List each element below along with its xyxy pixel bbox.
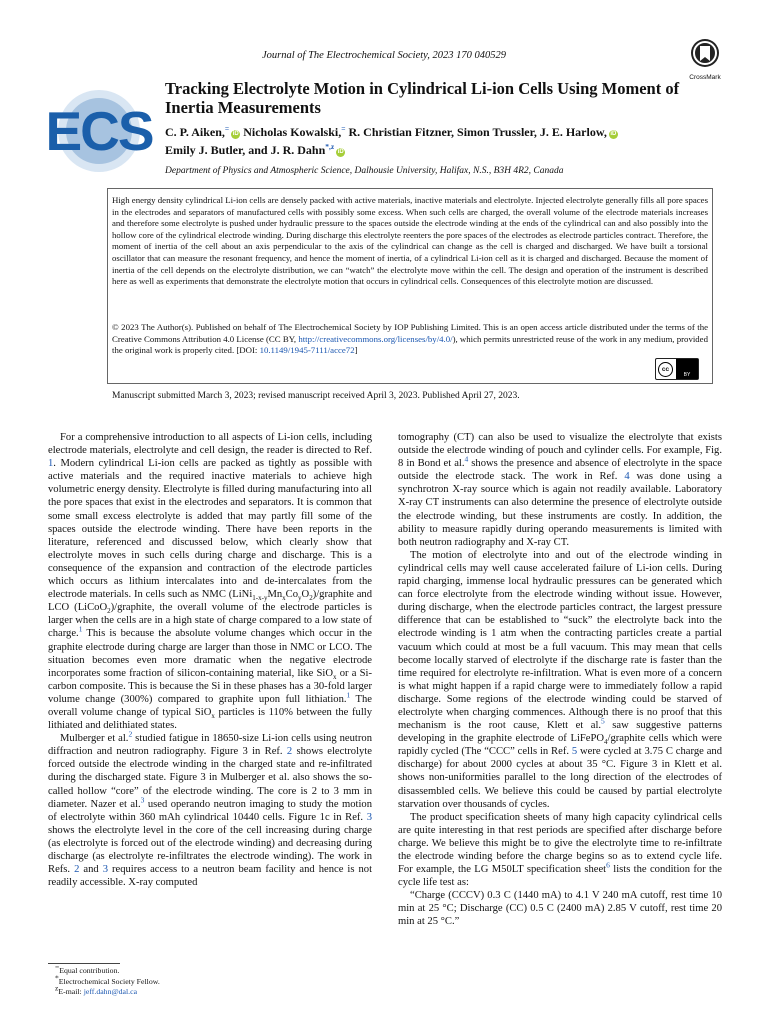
author-mark: *,z: [325, 141, 335, 151]
body-column-left: [48, 431, 372, 889]
author-mark: =: [224, 124, 230, 133]
crossmark-icon: [690, 38, 720, 68]
paragraph: The motion of electrolyte into and out of the electrode winding in cylindrical cells may well cause accelerated failure of Li-ion cells. During rapid charging, immense local hydraulic pressures can be generated which can force electrolyte from the electrode winding without issue. However, during discharge, when the electrode particles contract, the largest pressure difference that can be established to “suck” the electrolyte back into the electrode winding is 1 atm when the contracting particles create a partial vacuum which could at most be a full vacuum. This may mean that cells become locally starved of electrolyte if the discharge rate is faster than the time required for electrolyte re-infiltration. What is even more of a concern is what might happen if a rapid charge were to immediately follow a rapid discharge. Some regions of the electrode winding could be starved of electrolyte when charging commences. Although there is no proof that this mechanism is the root cause, Klett et al.$^5$ saw suggestive patterns developing in the graphite electrode of LiFePO$_4$/graphite cells which were rapidly cycled (The “CCC” cells in Ref. 5 were cycled at 3.75 C charge and discharge) for about 2000 cycles at about 35 °C. Figure 3 in Klett et al. shows non-uniformities parallel to the long direction of the electrodes of disassembled cells. We believe this could be caused by partial electrolyte starvation over thousands of cycles.: [398, 549, 723, 810]
reference-link[interactable]: 1: [78, 624, 83, 634]
paragraph: Mulberger et al.$^2$ studied fatigue in 18650-size Li-ion cells using neutron diffraction and neutron radiography. Figure 3 in Ref. 2 shows electrolyte forced outside the electrode winding in the charged state and re-infiltrated during the discharged state. Figure 3 in Mulberger et al. also shows the so-called hollow “core” of the electrode winding. The core is 2 to 3 mm in diameter. Nazer et al.$^3$ used operando neutron imaging to study the motion of electrolyte within 360 mAh cylindrical 10440 cells. Figure 1c in Ref. 3 shows the electrolyte level in the core of the cell increasing during charge (as electrolyte is forced out of the electrode winding) and decreasing during discharge (as electrolyte re-infiltrates the electrode winding). The work in Refs. 2 and 3 requires access to a neutron beam facility and hence is not readily accessible. X-ray computed: [48, 729, 373, 889]
orcid-icon[interactable]: iD: [232, 131, 239, 137]
quote-paragraph: “Charge (CCCV) 0.3 C (1440 mA) to 4.1 V 240 mA cutoff, rest time 10 min at 25 °C; Discharge (CC) 0.5 C (2400 mA) 2.85 V cutoff, rest time 20 min at 25 °C.”: [398, 890, 722, 928]
reference-link[interactable]: 5: [571, 746, 578, 758]
reference-link[interactable]: 2: [286, 746, 293, 758]
affiliation: Department of Physics and Atmospheric Science, Dalhousie University, Halifax, N.S., B3H 4R2, Canada: [165, 166, 564, 176]
footnote: =Equal contribution.: [55, 962, 120, 975]
paragraph: tomography (CT) can also be used to visualize the electrolyte that exists outside the electrode winding of pouch and cylinder cells. For example, Fig. 8 in Bond et al.$^4$ shows the presence and absence of electrolyte in the space outside the electrode stack. The work in Ref. 4 was done using a synchrotron X-ray source which is again not readily available. Laboratory X-ray CT instruments can also determine the presence of electrolyte outside the electrode winding, but these instruments are costly. In addition, the ability to measure rapidly during operando measurements is limited with both neutron radiography and X-ray CT.: [398, 432, 722, 548]
orcid-icon[interactable]: iD: [337, 148, 344, 155]
license-link[interactable]: http://creativecommons.org/licenses/by/4.0/: [298, 333, 453, 344]
license-text: ), which permits unrestricted reuse of the work in any medium, provided the original work is properly cited. [DOI:: [112, 333, 708, 356]
reference-link[interactable]: 4: [464, 454, 469, 464]
crossmark-label: CrossMark: [689, 74, 721, 81]
crossmark-badge[interactable]: [682, 38, 728, 81]
by-icon: BY: [676, 359, 698, 379]
reference-link[interactable]: 2: [128, 729, 133, 739]
author-mark: =: [341, 124, 346, 133]
reference-link[interactable]: 1: [346, 690, 351, 700]
footnote: zE-mail: jeff.dahn@dal.ca: [55, 983, 138, 997]
paragraph: The product specification sheets of many high capacity cylindrical cells are quite interesting in that rest periods are specified after discharge before charge. We believe this might be to give the electrolyte time to re-infiltrate the electrode winding before the charge begins so as to extend cycle life. For example, the LG M50LT specification sheet$^6$ lists the condition for the cycle life test as:: [398, 811, 722, 889]
license-statement: [112, 322, 708, 357]
footnote: *Electrochemical Society Fellow.: [55, 973, 160, 986]
license-text: © 2023 The Author(s). Published on behalf of The Electrochemical Society by IOP Publishing Limited. This is an open access article distributed under the terms of the Creative Commons Attribution 4.0 License (CC BY,: [112, 322, 708, 344]
author-list: [165, 124, 725, 159]
author-aiken: C. P. Aiken,: [165, 125, 225, 139]
manuscript-dates: Manuscript submitted March 3, 2023; revised manuscript received April 3, 2023. Published April 27, 2023.: [112, 391, 520, 401]
cc-icon: cc: [658, 362, 673, 377]
author-group: R. Christian Fitzner, Simon Trussler, J. E. Harlow,: [348, 125, 607, 139]
orcid-icon[interactable]: iD: [610, 131, 617, 137]
abstract: High energy density cylindrical Li-ion cells are densely packed with active materials, inactive materials and electrolyte. Injected electrolyte generally fills all pore spaces in the electrodes and separators of manufactured cells with possibly some excess. When such cells are charged, the overall volume of the electrode materials increases and therefore some electrolyte is pushed under hydraulic pressure to the spaces outside the electrode winding at the ends of the cylindrical can and also possibly into the hollow core of the cylindrical electrode winding. During discharge this electrolyte reenters the pore spaces of the electrodes as electrode particles contract. Therefore, the moment of inertia of the cell about an axis perpendicular to the axis of the cylindrical can change as the cell is charged and discharged. We have built a torsional oscillator that can measure the resonant frequency, and hence the moment of inertia, of a cylindrical Li-ion cell as it is charged and discharged. Because the moment of inertia of the cell depends on the electrolyte distribution, we can “watch” the electrolyte move within the cell. The design and operation of the instrument is described here as well as experiments that demonstrate the electrolyte motion that occurs in cylindrical cells. Consequences of this electrolyte motion are discussed.: [112, 195, 708, 287]
footnotes: [55, 962, 375, 998]
author-kowalski: Nicholas Kowalski,: [243, 125, 342, 139]
ecs-logo-text: ECS: [45, 100, 153, 162]
cc-by-badge[interactable]: [655, 358, 699, 380]
reference-link[interactable]: 3: [102, 864, 108, 876]
reference-link[interactable]: 2: [74, 864, 80, 876]
reference-link[interactable]: 1: [48, 458, 54, 470]
paragraph: For a comprehensive introduction to all aspects of Li-ion cells, including electrode materials, electrolyte and cell design, the reader is directed to Ref. 1. Modern cylindrical Li-ion cells are packed as tightly as possible with active materials and the required inactive materials to achieve high volumetric energy density. Electrolyte is filled during manufacturing into all the pore spaces that exist in the electrodes and separators. It is common that some small excess electrolyte is added that may partly fill some of the spaces outside the electrode winding. There have been reports in the literature, referenced and discussed below, which clearly show that electrolyte moves in such cells during charge and discharge. This is a consequence of the expansion and contraction of the electrode particles which occurs as lithium intercalates into and de-intercalates from the electrode materials. In cells such as NMC $(LiNi_{1-x-y}Mn_xCo_yO_2)$/graphite and LCO (LiCoO$_2$)/graphite, the overall volume of the electrode particles is larger when the cells are in a high state of charge compared to a low state of charge.$^1$ This is because the absolute volume changes which occur in the graphite electrode during charge are larger than those in NMC or LCO. The situation becomes even more dramatic when the negative electrode incorporates some fraction of silicon-containing material, like SiO$_x$ or a Si-carbon composite. This is because the Si in these phases has a 30-fold larger volume change (300%) compared to graphite upon full lithiation.$^1$ The overall volume change of typical SiO$_x$ particles is 110% between the fully lithiated and delithiated states.: [48, 432, 373, 732]
reference-link[interactable]: 5: [601, 716, 605, 726]
license-text: ]: [354, 345, 358, 356]
reference-link[interactable]: 6: [606, 860, 610, 870]
body-column-right: [398, 431, 722, 929]
doi-link[interactable]: 10.1149/1945-7111/acce72: [259, 345, 355, 356]
author-group-2: Emily J. Butler, and J. R. Dahn: [165, 142, 326, 157]
reference-link[interactable]: 4: [624, 471, 630, 483]
reference-link[interactable]: 3: [140, 795, 145, 805]
reference-link[interactable]: 3: [366, 811, 372, 823]
ecs-logo: [40, 86, 158, 176]
journal-citation: Journal of The Electrochemical Society, 2023 170 040529: [262, 50, 506, 61]
email-link[interactable]: jeff.dahn@dal.ca: [83, 987, 138, 997]
article-title: Tracking Electrolyte Motion in Cylindrical Li-ion Cells Using Moment of Inertia Measurements: [165, 79, 680, 117]
